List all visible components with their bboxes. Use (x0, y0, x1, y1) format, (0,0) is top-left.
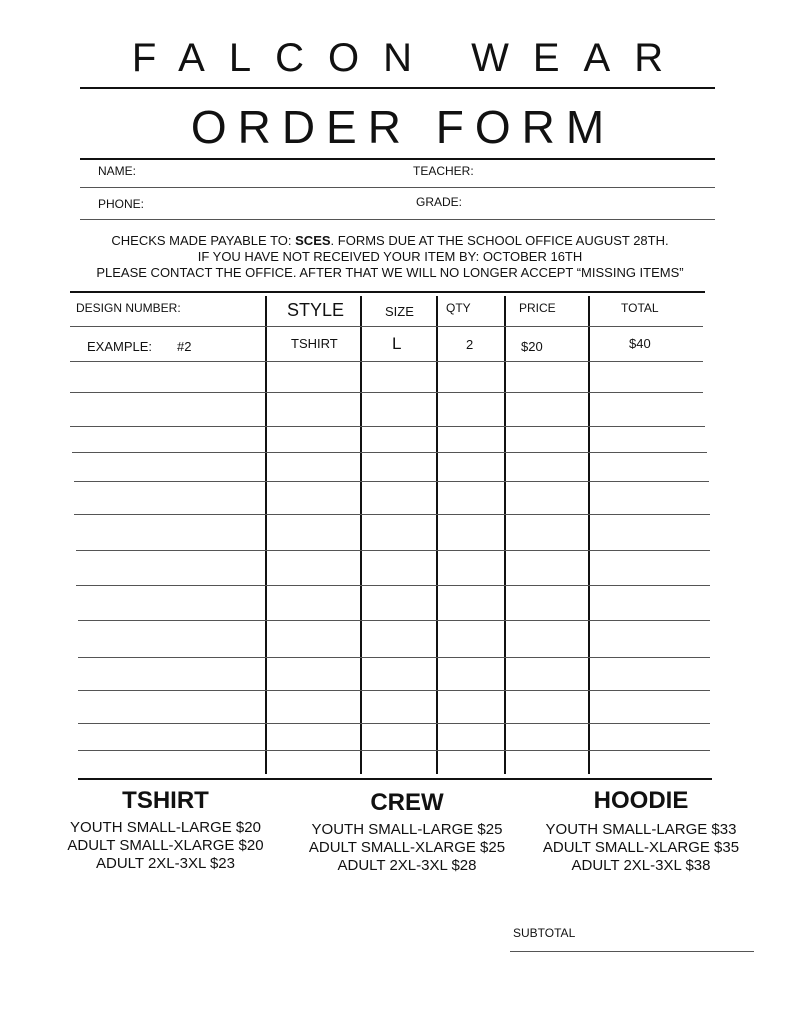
example-label: EXAMPLE: (87, 339, 153, 354)
table-bottom-border (78, 778, 712, 780)
example-price: $20 (521, 339, 543, 354)
payment-notice (60, 233, 720, 281)
order-row-line[interactable] (72, 452, 707, 453)
header-divider (80, 158, 715, 160)
style-header: STYLE (287, 300, 345, 320)
example-qty: 2 (466, 337, 474, 352)
tshirt-price-adult: ADULT SMALL-XLARGE $20 (67, 837, 264, 854)
order-row-line[interactable] (70, 361, 703, 362)
column-divider-price (504, 296, 506, 774)
phone-field-line[interactable] (80, 219, 715, 220)
title-divider (80, 87, 715, 89)
crew-price-youth: YOUTH SMALL-LARGE $25 (311, 821, 503, 838)
teacher-field-label: TEACHER: (413, 164, 474, 178)
notice-line-3: PLEASE CONTACT THE OFFICE. AFTER THAT WE WILL NO LONGER ACCEPT “MISSING ITEMS” (96, 265, 684, 280)
notice-line-1: CHECKS MADE PAYABLE TO: SCES. FORMS DUE AT THE SCHOOL OFFICE AUGUST 28TH. (111, 233, 669, 248)
hoodie-heading: HOODIE (593, 787, 689, 814)
total-header: TOTAL (621, 301, 659, 315)
tshirt-pricing (48, 787, 283, 873)
column-divider-total (588, 296, 590, 774)
order-row-line[interactable] (74, 514, 710, 515)
example-total: $40 (629, 336, 651, 351)
order-row-line[interactable] (76, 550, 710, 551)
qty-header: QTY (446, 301, 471, 315)
tshirt-heading: TSHIRT (122, 787, 209, 814)
form-title-line2: ORDER FORM (190, 101, 616, 153)
hoodie-price-adult-plus: ADULT 2XL-3XL $38 (571, 857, 711, 874)
column-divider-qty (436, 296, 438, 774)
order-row-line[interactable] (78, 657, 710, 658)
subtotal-line[interactable] (510, 951, 754, 952)
grade-field-label: GRADE: (416, 195, 463, 209)
crew-price-adult-plus: ADULT 2XL-3XL $28 (337, 857, 477, 874)
name-field-line[interactable] (80, 187, 715, 188)
header-row-line (70, 326, 703, 327)
form-title-line1: FALCON WEAR (131, 36, 688, 80)
hoodie-pricing (526, 787, 756, 875)
order-row-line[interactable] (74, 481, 709, 482)
order-row-line[interactable] (78, 690, 710, 691)
column-divider-size (360, 296, 362, 774)
order-row-line[interactable] (70, 392, 703, 393)
price-header: PRICE (519, 301, 556, 315)
design-number-header: DESIGN NUMBER: (76, 301, 181, 315)
crew-price-adult: ADULT SMALL-XLARGE $25 (308, 839, 506, 856)
order-row-line[interactable] (70, 426, 705, 427)
payee-name: SCES (295, 233, 331, 248)
table-top-border (70, 291, 705, 293)
subtotal-label: SUBTOTAL (513, 926, 576, 940)
size-header: SIZE (385, 304, 414, 319)
hoodie-price-adult: ADULT SMALL-XLARGE $35 (542, 839, 740, 856)
order-row-line[interactable] (78, 620, 710, 621)
phone-field-label: PHONE: (98, 197, 145, 211)
name-field-label: NAME: (98, 164, 137, 178)
tshirt-price-adult-plus: ADULT 2XL-3XL $23 (96, 855, 235, 872)
order-row-line[interactable] (76, 585, 710, 586)
crew-heading: CREW (370, 789, 444, 816)
example-design-number: #2 (177, 339, 192, 354)
order-row-line[interactable] (78, 750, 710, 751)
hoodie-price-youth: YOUTH SMALL-LARGE $33 (545, 821, 737, 838)
example-size: L (392, 334, 402, 353)
column-divider-style (265, 296, 267, 774)
tshirt-price-youth: YOUTH SMALL-LARGE $20 (70, 819, 261, 836)
crew-pricing (288, 789, 526, 875)
notice-line-2: IF YOU HAVE NOT RECEIVED YOUR ITEM BY: OCTOBER 16TH (197, 249, 583, 264)
example-style: TSHIRT (291, 336, 338, 351)
order-row-line[interactable] (78, 723, 710, 724)
